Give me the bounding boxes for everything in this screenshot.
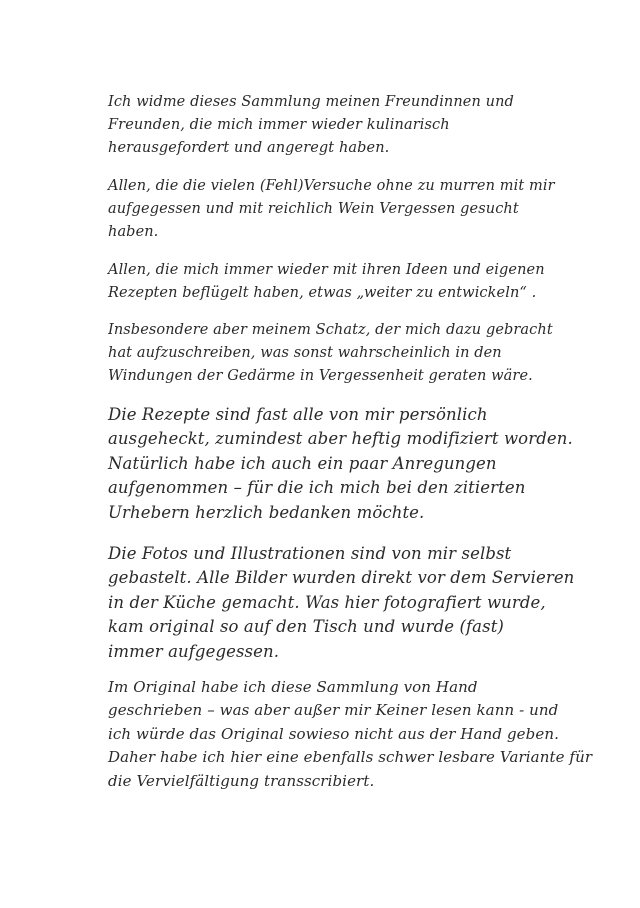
text-line: Die Rezepte sind fast alle von mir persönlich bbox=[108, 405, 488, 424]
text-line: Daher habe ich hier eine ebenfalls schwer lesbare Variante für bbox=[108, 748, 593, 767]
photos-paragraph bbox=[108, 542, 575, 664]
text-line: aufgenommen – für die ich mich bei den zitierten bbox=[108, 478, 526, 498]
dedication-paragraph-treasure bbox=[108, 319, 553, 388]
text-line: Urhebern herzlich bedanken möchte. bbox=[108, 502, 425, 522]
text-line: gebastelt. Alle Bilder wurden direkt vor dem Servieren bbox=[108, 568, 575, 588]
text-line: Allen, die mich immer wieder mit ihren Ideen und eigenen bbox=[108, 262, 545, 278]
text-line: Rezepten beflügelt haben, etwas „weiter zu entwickeln“ . bbox=[108, 285, 537, 301]
text-line: Allen, die die vielen (Fehl)Versuche ohne zu murren mit mir bbox=[108, 178, 555, 194]
text-line: Freunden, die mich immer wieder kulinarisch bbox=[108, 117, 450, 133]
text-line: Im Original habe ich diese Sammlung von Hand bbox=[108, 678, 478, 696]
text-line: ich würde das Original sowieso nicht aus der Hand geben. bbox=[108, 724, 559, 743]
text-line: Natürlich habe ich auch ein paar Anregungen bbox=[108, 453, 497, 473]
text-line: in der Küche gemacht. Was hier fotografiert wurde, bbox=[108, 592, 546, 612]
text-line: Ich widme dieses Sammlung meinen Freundinnen und bbox=[108, 94, 514, 110]
dedication-paragraph-inspirers bbox=[108, 259, 548, 305]
original-handwriting-paragraph bbox=[108, 676, 593, 793]
text-line: Die Fotos und Illustrationen sind von mir selbst bbox=[108, 544, 512, 563]
dedication-paragraph-tasters bbox=[108, 175, 555, 244]
text-line: kam original so auf den Tisch und wurde (fast) bbox=[108, 617, 504, 637]
text-line: Windungen der Gedärme in Vergessenheit geraten wäre. bbox=[108, 368, 533, 384]
dedication-paragraph-friends bbox=[108, 91, 548, 160]
text-line: aufgegessen und mit reichlich Wein Vergessen gesucht bbox=[108, 201, 519, 217]
text-line: ausgeheckt, zumindest aber heftig modifiziert worden. bbox=[108, 429, 573, 449]
recipes-paragraph bbox=[108, 403, 573, 525]
text-line: die Vervielfältigung transscribiert. bbox=[108, 771, 375, 790]
text-line: geschrieben – was aber außer mir Keiner lesen kann - und bbox=[108, 701, 559, 720]
text-line: hat aufzuschreiben, was sonst wahrscheinlich in den bbox=[108, 345, 502, 361]
text-line: herausgefordert und angeregt haben. bbox=[108, 140, 390, 156]
text-line: immer aufgegessen. bbox=[108, 641, 280, 661]
text-line: haben. bbox=[108, 224, 159, 240]
text-line: Insbesondere aber meinem Schatz, der mich dazu gebracht bbox=[108, 322, 553, 338]
